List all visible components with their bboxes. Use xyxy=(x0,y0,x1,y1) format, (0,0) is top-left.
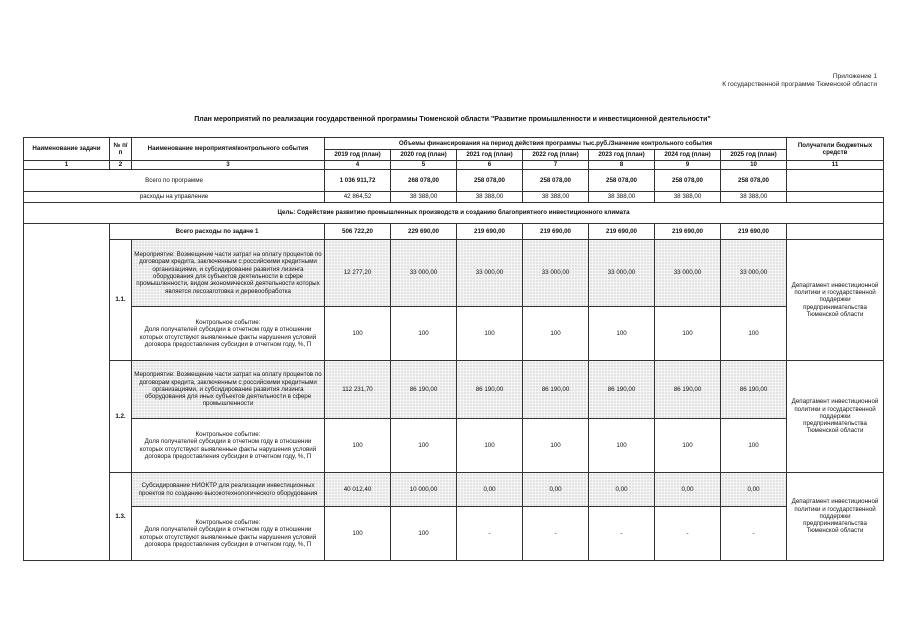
task1-total-value: 219 690,00 xyxy=(655,224,721,240)
task1-total-value: 219 690,00 xyxy=(457,224,523,240)
item-value: 0,00 xyxy=(589,473,655,507)
header-recipients: Получатели бюджетных средств xyxy=(787,138,884,161)
item-number: 1.2. xyxy=(110,361,132,473)
column-number: 9 xyxy=(655,161,721,170)
plan-title: План мероприятий по реализации государственной программы Тюменской области "Развитие промышленности и инвестиционной деятельности" xyxy=(194,116,711,123)
program-total-value: 258 078,00 xyxy=(523,170,589,192)
task1-total-recipient xyxy=(787,224,884,240)
item-1-2-control-row xyxy=(24,419,884,473)
item-value: 0,00 xyxy=(457,473,523,507)
item-value: 33 000,00 xyxy=(655,240,721,307)
task1-total-value: 506 722,20 xyxy=(325,224,391,240)
item-value: 86 190,00 xyxy=(457,361,523,419)
year-header: 2020 год (план) xyxy=(391,150,457,161)
program-total-value: 258 078,00 xyxy=(655,170,721,192)
item-control-text: Контрольное событие: Доля получателей субсидии в отчетном году в отношении которых отсутствуют выявленные факты нарушения условий договора предоставления субсидии в отчетном году, %, П xyxy=(132,307,325,361)
program-total-value: 258 078,00 xyxy=(457,170,523,192)
item-control-text: Контрольное событие: Доля получателей субсидии в отчетном году в отношении которых отсутствуют выявленные факты нарушения условий договора предоставления субсидии в отчетном году, %, П xyxy=(132,507,325,561)
task1-total-value: 219 690,00 xyxy=(721,224,787,240)
item-control-value: - xyxy=(589,507,655,561)
item-recipient: Департамент инвестиционной политики и государственной поддержки предпринимательства Тюменской области xyxy=(787,473,884,561)
item-control-value: 100 xyxy=(523,419,589,473)
item-control-value: 100 xyxy=(655,307,721,361)
item-value: 86 190,00 xyxy=(523,361,589,419)
item-control-value: 100 xyxy=(457,307,523,361)
column-numbers-row xyxy=(24,161,884,170)
item-value: 0,00 xyxy=(523,473,589,507)
item-control-value: - xyxy=(721,507,787,561)
item-control-value: 100 xyxy=(721,307,787,361)
item-value: 86 190,00 xyxy=(391,361,457,419)
item-value: 86 190,00 xyxy=(721,361,787,419)
management-value: 42 864,52 xyxy=(325,192,391,203)
program-total-row xyxy=(24,170,884,192)
goal-text: Цель: Содействие развитию промышленных производств и созданию благоприятного инвестиционного климата xyxy=(24,203,884,224)
task1-total-value: 219 690,00 xyxy=(589,224,655,240)
item-event-text: Мероприятие: Возмещение части затрат на оплату процентов по договорам кредита, заключенным с российскими кредитными организациями, и субсидирование развития лизинга оборудования для иных субъектов деятельности в сфере промышленности xyxy=(132,361,325,419)
item-recipient: Департамент инвестиционной политики и государственной поддержки предпринимательства Тюменской области xyxy=(787,240,884,361)
column-number: 4 xyxy=(325,161,391,170)
header-row-1 xyxy=(24,138,884,150)
item-control-value: 100 xyxy=(457,419,523,473)
item-control-value: 100 xyxy=(721,419,787,473)
appendix-line-1: Приложение 1 xyxy=(832,73,877,80)
task1-total-label: Всего расходы по задаче 1 xyxy=(110,224,325,240)
column-number: 10 xyxy=(721,161,787,170)
item-control-value: 100 xyxy=(589,307,655,361)
program-total-value: 258 078,00 xyxy=(589,170,655,192)
year-header: 2022 год (план) xyxy=(523,150,589,161)
item-control-value: - xyxy=(523,507,589,561)
item-event-text: Мероприятие: Возмещение части затрат на оплату процентов по договорам кредита, заключенным с российскими кредитными организациями, и субсидирование развития лизинга оборудования для субъектов деятельности в сфере промышленности, видом экономической деятельности которых является лесозаготовка и деревообработка xyxy=(132,240,325,307)
management-value: 38 388,00 xyxy=(391,192,457,203)
item-value: 40 012,40 xyxy=(325,473,391,507)
header-task: Наименование задачи xyxy=(24,138,110,161)
header-num: № п/п xyxy=(110,138,132,161)
item-control-value: 100 xyxy=(589,419,655,473)
program-total-value: 1 036 911,72 xyxy=(325,170,391,192)
header-volumes: Объемы финансирования на период действия программы тыс.руб./Значение контрольного события xyxy=(325,138,787,150)
item-value: 0,00 xyxy=(655,473,721,507)
header-event: Наименование мероприятия/контрольного события xyxy=(132,138,325,161)
item-control-value: 100 xyxy=(391,307,457,361)
management-value: 38 388,00 xyxy=(457,192,523,203)
management-label: расходы на управление xyxy=(24,192,325,203)
item-value: 12 277,20 xyxy=(325,240,391,307)
item-value: 86 190,00 xyxy=(589,361,655,419)
year-header: 2025 год (план) xyxy=(721,150,787,161)
management-value: 38 388,00 xyxy=(721,192,787,203)
year-header: 2019 год (план) xyxy=(325,150,391,161)
column-number: 8 xyxy=(589,161,655,170)
task1-total-value: 219 690,00 xyxy=(523,224,589,240)
item-1-3-control-row xyxy=(24,507,884,561)
task1-total-value: 229 690,00 xyxy=(391,224,457,240)
item-number: 1.1. xyxy=(110,240,132,361)
item-value: 33 000,00 xyxy=(523,240,589,307)
management-value: 38 388,00 xyxy=(523,192,589,203)
management-value: 38 388,00 xyxy=(589,192,655,203)
item-value: 0,00 xyxy=(721,473,787,507)
column-number: 6 xyxy=(457,161,523,170)
column-number: 11 xyxy=(787,161,884,170)
item-value: 112 231,70 xyxy=(325,361,391,419)
item-control-value: 100 xyxy=(325,419,391,473)
item-1-1-event-row xyxy=(24,240,884,307)
item-control-text: Контрольное событие: Доля получателей субсидии в отчетном году в отношении которых отсутствуют выявленные факты нарушения условий договора предоставления субсидии в отчетном году, %, П xyxy=(132,419,325,473)
item-1-2-event-row xyxy=(24,361,884,419)
item-control-value: - xyxy=(655,507,721,561)
program-total-label: Всего по программе xyxy=(24,170,325,192)
item-control-value: 100 xyxy=(325,507,391,561)
year-header: 2024 год (план) xyxy=(655,150,721,161)
program-total-recipient xyxy=(787,170,884,192)
task1-total-row xyxy=(24,224,884,240)
item-control-value: 100 xyxy=(391,507,457,561)
item-control-value: 100 xyxy=(325,307,391,361)
column-number: 3 xyxy=(132,161,325,170)
appendix-note xyxy=(722,73,877,90)
item-1-3-event-row xyxy=(24,473,884,507)
plan-table xyxy=(23,137,884,561)
column-number: 5 xyxy=(391,161,457,170)
item-value: 10 000,00 xyxy=(391,473,457,507)
column-number: 2 xyxy=(110,161,132,170)
item-control-value: - xyxy=(457,507,523,561)
item-recipient: Департамент инвестиционной политики и государственной поддержки предпринимательства Тюменской области xyxy=(787,361,884,473)
item-value: 33 000,00 xyxy=(391,240,457,307)
program-total-value: 268 078,00 xyxy=(391,170,457,192)
goal-row xyxy=(24,203,884,224)
program-total-value: 258 078,00 xyxy=(721,170,787,192)
management-recipient xyxy=(787,192,884,203)
item-control-value: 100 xyxy=(523,307,589,361)
item-control-value: 100 xyxy=(655,419,721,473)
management-value: 38 388,00 xyxy=(655,192,721,203)
item-number: 1.3. xyxy=(110,473,132,561)
management-row xyxy=(24,192,884,203)
appendix-line-2: К государственной программе Тюменской области xyxy=(722,81,877,89)
item-value: 33 000,00 xyxy=(721,240,787,307)
item-1-1-control-row xyxy=(24,307,884,361)
item-value: 86 190,00 xyxy=(655,361,721,419)
item-control-value: 100 xyxy=(391,419,457,473)
year-header: 2021 год (план) xyxy=(457,150,523,161)
column-number: 1 xyxy=(24,161,110,170)
year-header: 2023 год (план) xyxy=(589,150,655,161)
item-event-text: Субсидирование НИОКТР для реализации инвестиционных проектов по созданию высокотехнологического оборудования xyxy=(132,473,325,507)
task1-name xyxy=(24,224,110,561)
item-value: 33 000,00 xyxy=(457,240,523,307)
item-value: 33 000,00 xyxy=(589,240,655,307)
column-number: 7 xyxy=(523,161,589,170)
